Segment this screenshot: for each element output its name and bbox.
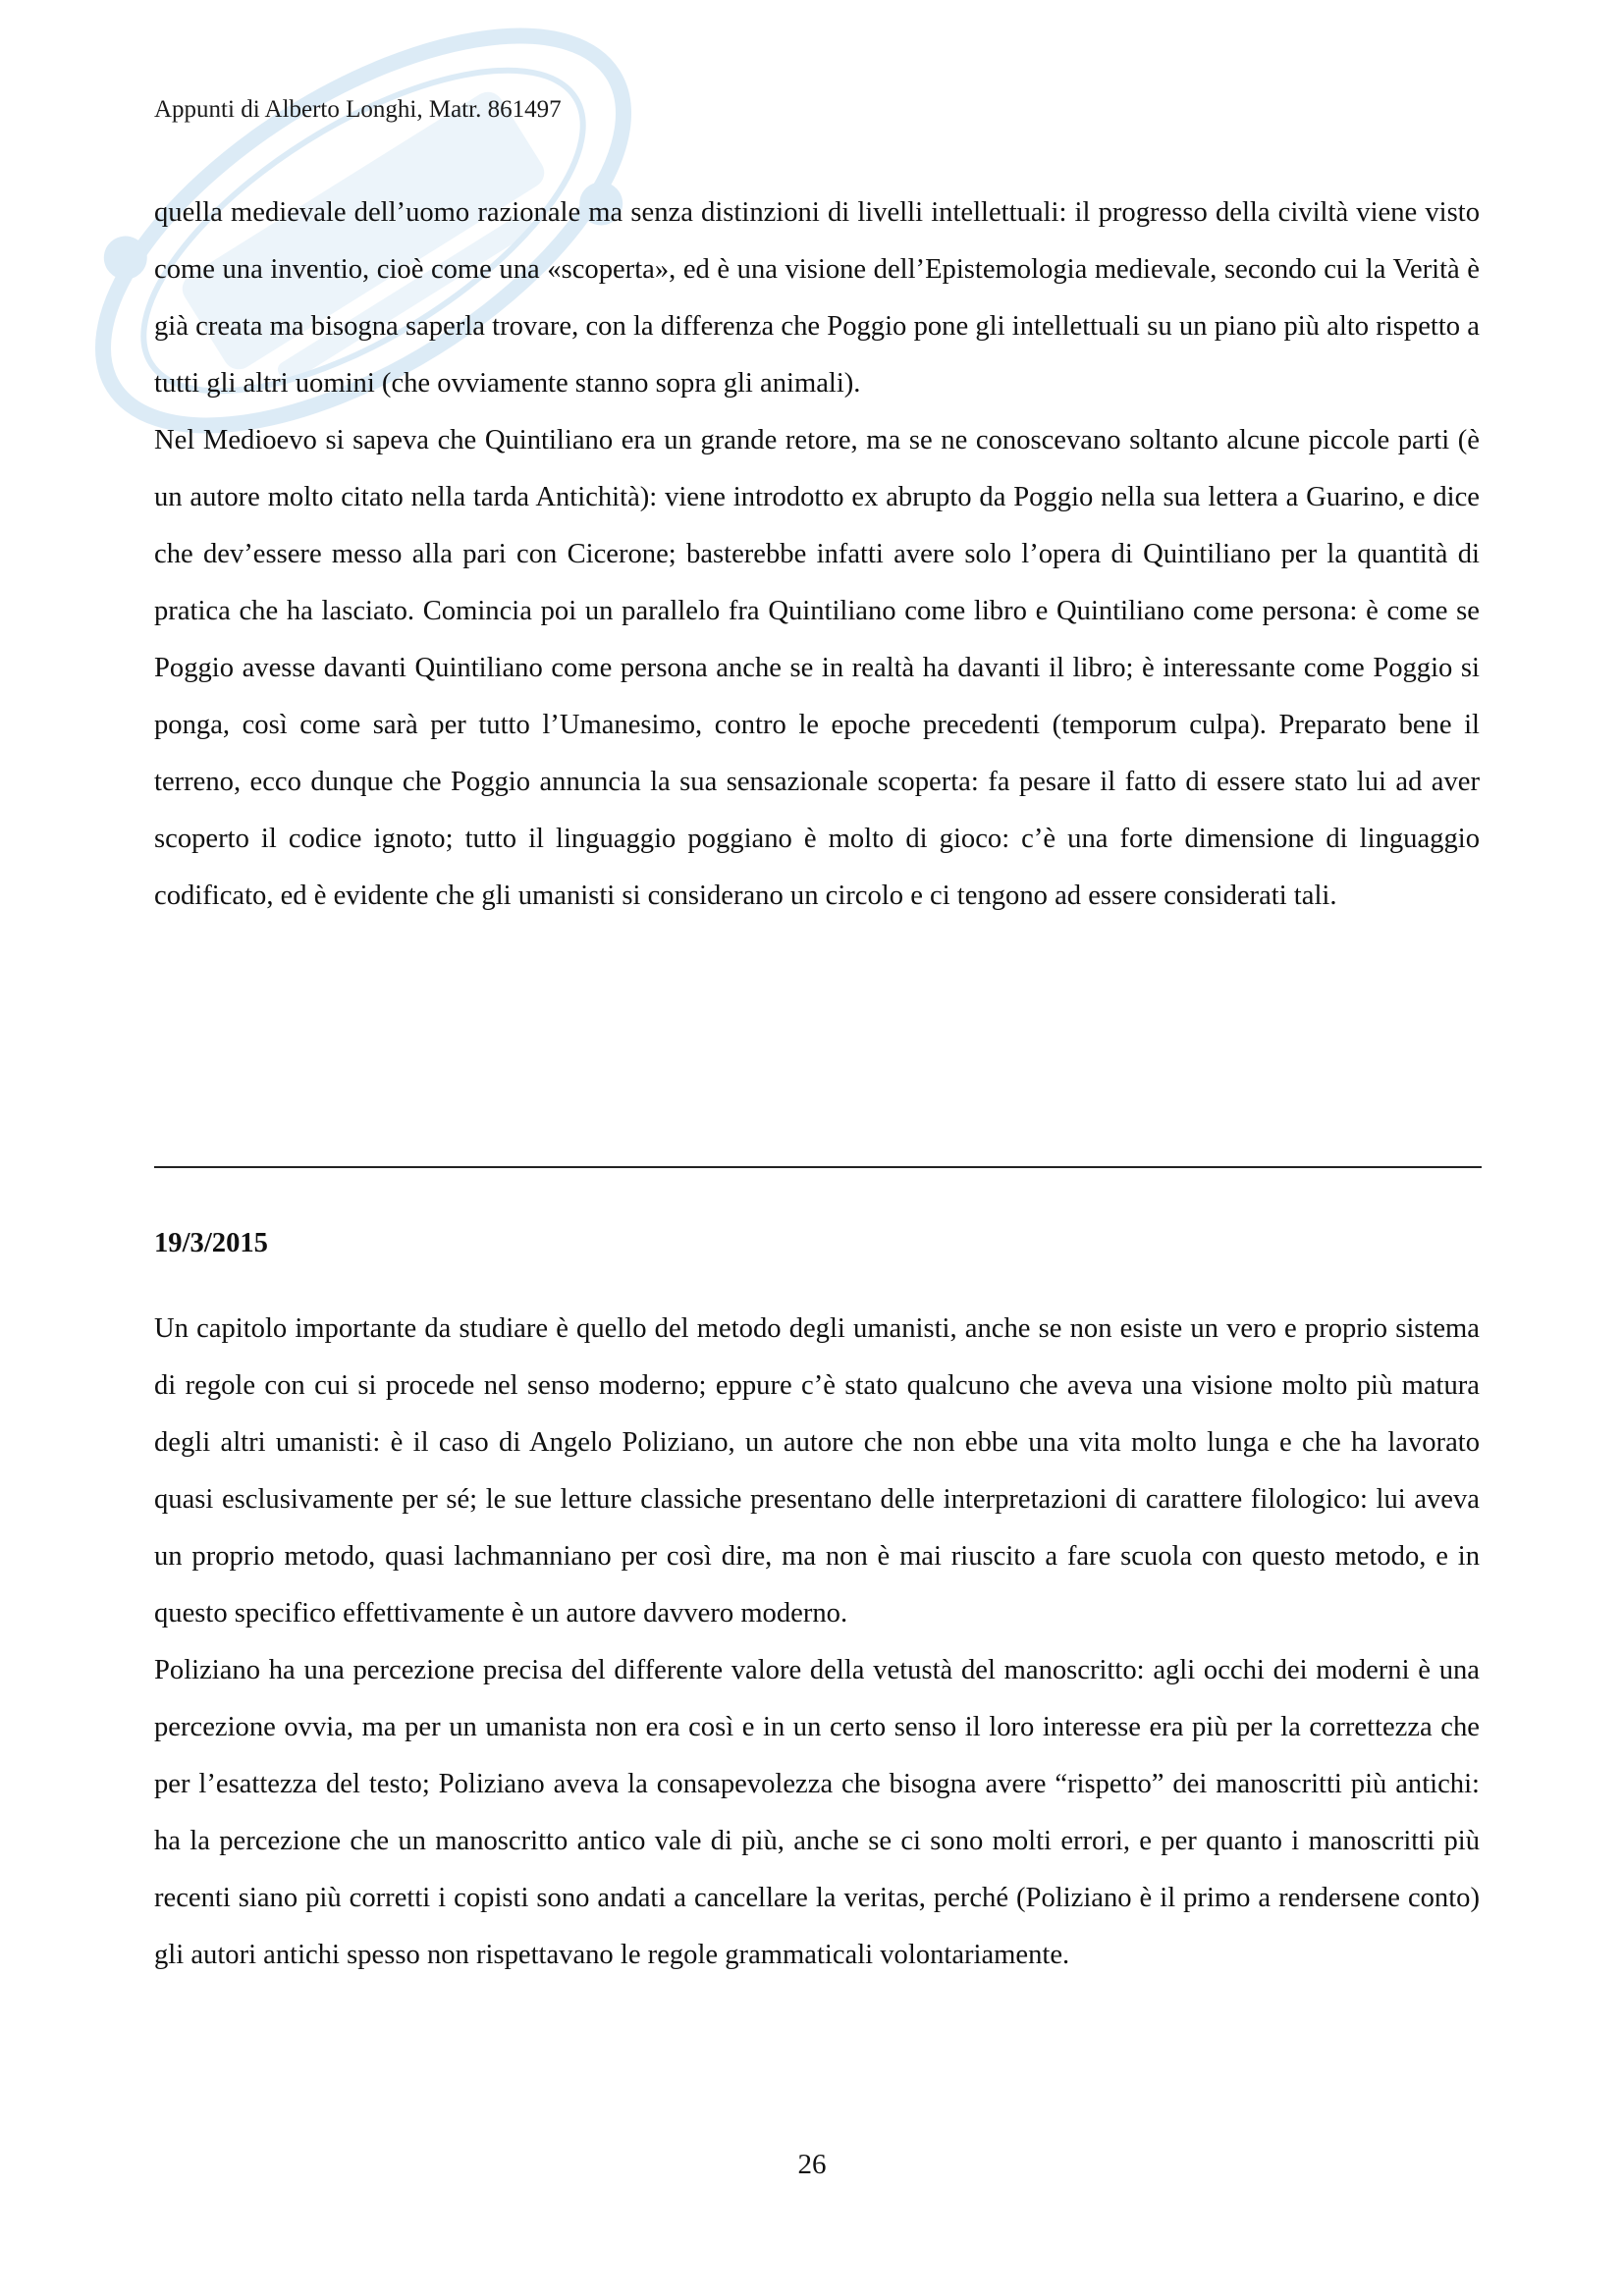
section-divider — [154, 1166, 1482, 1168]
paragraph: Poliziano ha una percezione precisa del differente valore della vetustà del manoscritto: agli occhi dei moderni è una percezione ovvia, ma per un umanista non era così e in un certo senso il loro interesse era più per la correttezza che per l’esattezza del testo; Poliziano aveva la consapevolezza che bisogna avere “rispetto” dei manoscritti più antichi: ha la percezione che un manoscritto antico vale di più, anche se ci sono molti errori, e per quanto i manoscritti più recenti siano più corretti i copisti sono andati a cancellare la veritas, perché (Poliziano è il primo a rendersene conto) gli autori antichi spesso non rispettavano le regole grammaticali volontariamente. — [154, 1655, 1480, 1970]
paragraph: quella medievale dell’uomo razionale ma senza distinzioni di livelli intellettuali: il progresso della civiltà viene visto come una inventio, cioè come una «scoperta», ed è una visione dell’Epistemologia medievale, secondo cui la Verità è già creata ma bisogna saperla trovare, con la differenza che Poggio pone gli intellettuali su un piano più alto rispetto a tutti gli altri uomini (che ovviamente stanno sopra gli animali). — [154, 197, 1480, 399]
paragraph: Un capitolo importante da studiare è quello del metodo degli umanisti, anche se non esiste un vero e proprio sistema di regole con cui si procede nel senso moderno; eppure c’è stato qualcuno che aveva una visione molto più matura degli altri umanisti: è il caso di Angelo Poliziano, un autore che non ebbe una vita molto lunga e che ha lavorato quasi esclusivamente per sé; le sue letture classiche presentano delle interpretazioni di carattere filologico: lui aveva un proprio metodo, quasi lachmanniano per così dire, ma non è mai riuscito a fare scuola con questo metodo, e in questo specifico effettivamente è un autore davvero moderno. — [154, 1313, 1480, 1629]
paragraph: Nel Medioevo si sapeva che Quintiliano era un grande retore, ma se ne conoscevano soltanto alcune piccole parti (è un autore molto citato nella tarda Antichità): viene introdotto ex abrupto da Poggio nella sua lettera a Guarino, e dice che dev’essere messo alla pari con Cicerone; basterebbe infatti avere solo l’opera di Quintiliano per la quantità di pratica che ha lasciato. Comincia poi un parallelo fra Quintiliano come libro e Quintiliano come persona: è come se Poggio avesse davanti Quintiliano come persona anche se in realtà ha davanti il libro; è interessante come Poggio si ponga, così come sarà per tutto l’Umanesimo, contro le epoche precedenti (temporum culpa). Preparato bene il terreno, ecco dunque che Poggio annuncia la sua sensazionale scoperta: fa pesare il fatto di essere stato lui ad aver scoperto il codice ignoto; tutto il linguaggio poggiano è molto di gioco: c’è una forte dimensione di linguaggio codificato, ed è evidente che gli umanisti si considerano un circolo e ci tengono ad essere considerati tali. — [154, 425, 1480, 911]
date-heading: 19/3/2015 — [154, 1228, 268, 1258]
section-1-body — [154, 185, 1480, 925]
section-2-body — [154, 1301, 1480, 1984]
page-header: Appunti di Alberto Longhi, Matr. 861497 — [154, 96, 562, 123]
page-number: 26 — [797, 2149, 827, 2180]
